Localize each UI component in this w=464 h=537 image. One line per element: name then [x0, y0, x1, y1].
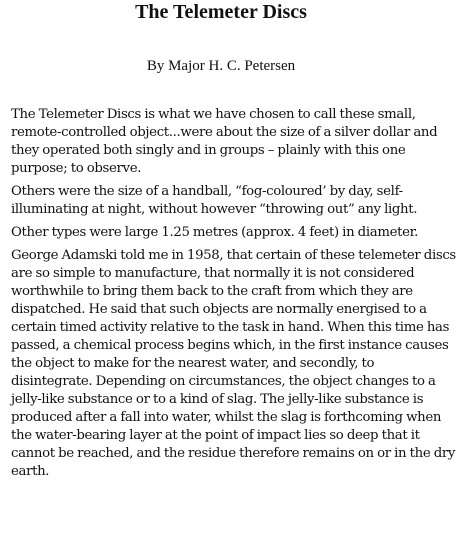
- paragraph-large-types: Other types were large 1.25 metres (approx. 4 feet) in diameter.: [11, 225, 419, 240]
- paragraph-adamski: George Adamski told me in 1958, that certain of these telemeter discs are so simple to manufacture, that normally it is not considered worthwhile to bring them back to the craft from which they are dispatched. He said that such objects are normally energised to a certain timed activity relative to the task in hand. When this time has passed, a chemical process begins which, in the first instance causes the object to make for the nearest water, and secondly, to disintegrate. Depending on circumstances, the object changes to a jelly-like substance or to a kind of slag. The jelly-like substance is produced after a fall into water, whilst the slag is forthcoming when the water-bearing layer at the point of impact lies so deep that it cannot be reached, and the residue therefore remains on or in the dry earth.: [11, 248, 456, 479]
- paragraph-intro: The Telemeter Discs is what we have chosen to call these small, remote-controlled object...were about the size of a silver dollar and they operated both singly and in groups – plainly with this one purpose; to observe.: [11, 107, 438, 176]
- author-byline: By Major H. C. Petersen: [146, 58, 296, 74]
- document-title: The Telemeter Discs: [135, 1, 307, 23]
- paragraph-handball-size: Others were the size of a handball, “fog-coloured’ by day, self-illuminating at night, without however “throwing out” any light.: [11, 184, 418, 217]
- article-body: [11, 106, 458, 486]
